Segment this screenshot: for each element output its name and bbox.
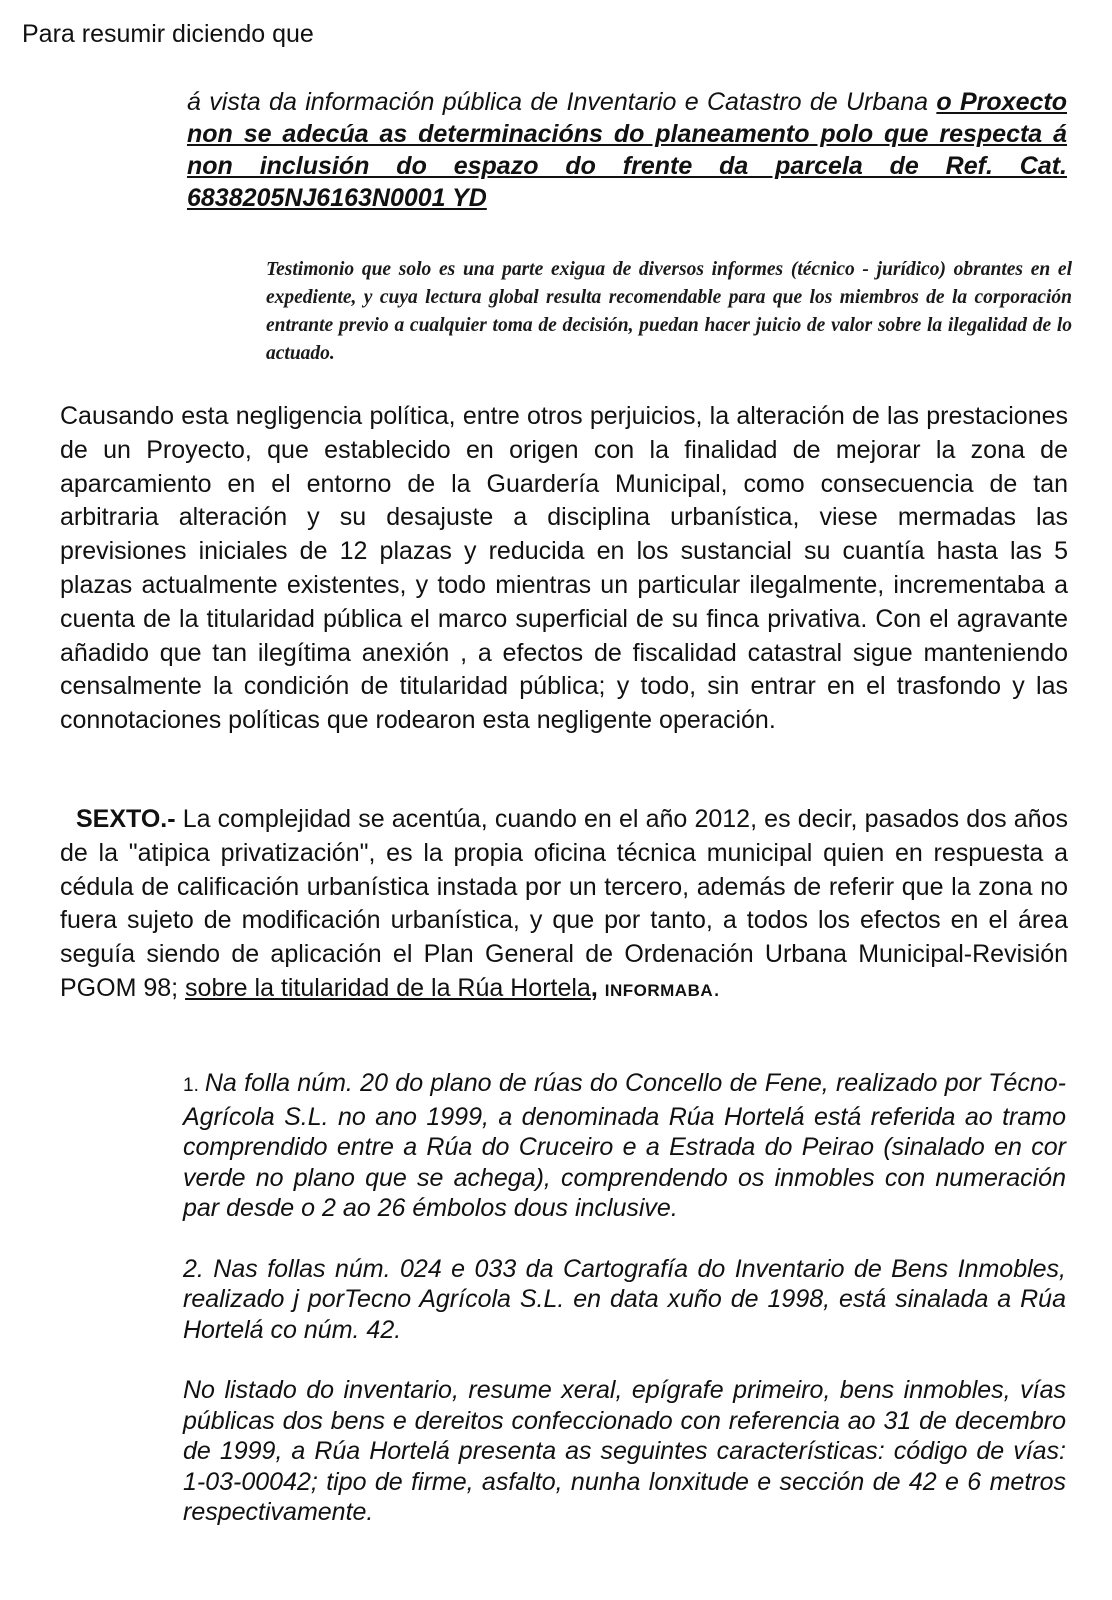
sexto-comma: ,: [590, 973, 598, 1002]
report-items: [183, 1068, 1066, 1558]
paragraph-sexto: [60, 803, 1068, 1008]
informaba-label: INFORMABA: [604, 980, 714, 1000]
item-text: No listado do inventario, resume xeral, epígrafe primeiro, bens inmobles, vías públicas dos bens e dereitos confeccionado con referencia ao 31 de decembro de 1999, a Rúa Hortelá presenta as seguintes características: código de vías: 1-03-00042; tipo de firme, asfalto, nunha lonxitude e sección de 42 e 6 metros respectivamente.: [183, 1376, 1066, 1526]
item-number: 1.: [183, 1075, 199, 1096]
section-heading-sexto: SEXTO.-: [76, 805, 176, 833]
sexto-period: .: [713, 973, 721, 1002]
testimony-note: Testimonio que solo es una parte exigua de diversos informes (técnico - jurídico) obrantes en el expediente, y cuya lectura global resulta recomendable para que los miembros de la corporación entrante previo a cualquier toma de decisión, puedan hacer juicio de valor sobre la ilegalidad de lo actuado.: [266, 259, 1072, 364]
quote-plain-text: á vista da información pública de Inventario e Catastro de Urbana: [187, 88, 937, 116]
report-item: [183, 1375, 1066, 1528]
intro-line: Para resumir diciendo que: [22, 20, 314, 48]
sexto-body-text: La complejidad se acentúa, cuando en el año 2012, es decir, pasados dos años de la "atipica privatización", es la propia oficina técnica municipal quien en respuesta a cédula de calificación urbanística instada por un tercero, además de referir que la zona no fuera sujeto de modificación urbanística, y que por tanto, a todos los efectos en el área seguía siendo de aplicación el Plan General de Ordenación Urbana Municipal-Revisión PGOM 98;: [60, 805, 1068, 1002]
quoted-conclusion: [187, 86, 1067, 214]
item-text: 2. Nas follas núm. 024 e 033 da Cartografía do Inventario de Bens Inmobles, realizado j porTecno Agrícola S.L. en data xuño de 1998, está sinalada a Rúa Hortelá co núm. 42.: [183, 1254, 1066, 1344]
paragraph-negligence: Causando esta negligencia política, entre otros perjuicios, la alteración de las prestaciones de un Proyecto, que establecido en origen con la finalidad de mejorar la zona de aparcamiento en el entorno de la Guardería Municipal, como consecuencia de tan arbitraria alteración y su desajuste a disciplina urbanística, viese mermadas las previsiones iniciales de 12 plazas y reducida en los sustancial su cuantía hasta las 5 plazas actualmente existentes, y todo mientras un particular ilegalmente, incrementaba a cuenta de la titularidad pública el marco superficial de su finca privativa. Con el agravante añadido que tan ilegítima anexión , a efectos de fiscalidad catastral sigue manteniendo censalmente la condición de titularidad pública; y todo, sin entrar en el trasfondo y las connotaciones políticas que rodearon esta negligente operación.: [60, 402, 1068, 735]
report-item: [183, 1068, 1066, 1224]
sexto-underlined-text: sobre la titularidad de la Rúa Hortela: [185, 973, 591, 1002]
quote-emphasis-text: o Proxecto non se adecúa as determinacións do planeamento polo que respecta á non inclusión do espazo do frente da parcela de Ref. Cat. 6838205NJ6163N0001 YD: [187, 88, 1067, 212]
item-text: Na folla núm. 20 do plano de rúas do Concello de Fene, realizado por Técno- Agrícola S.L. no ano 1999, a denominada Rúa Hortelá está referida ao tramo comprendido entre a Rúa do Cruceiro e a Estrada do Peirao (sinalado en cor verde no plano que se achega), comprendendo os inmobles con numeración par desde o 2 ao 26 émbolos dous inclusive.: [183, 1069, 1066, 1222]
report-item: [183, 1254, 1066, 1346]
